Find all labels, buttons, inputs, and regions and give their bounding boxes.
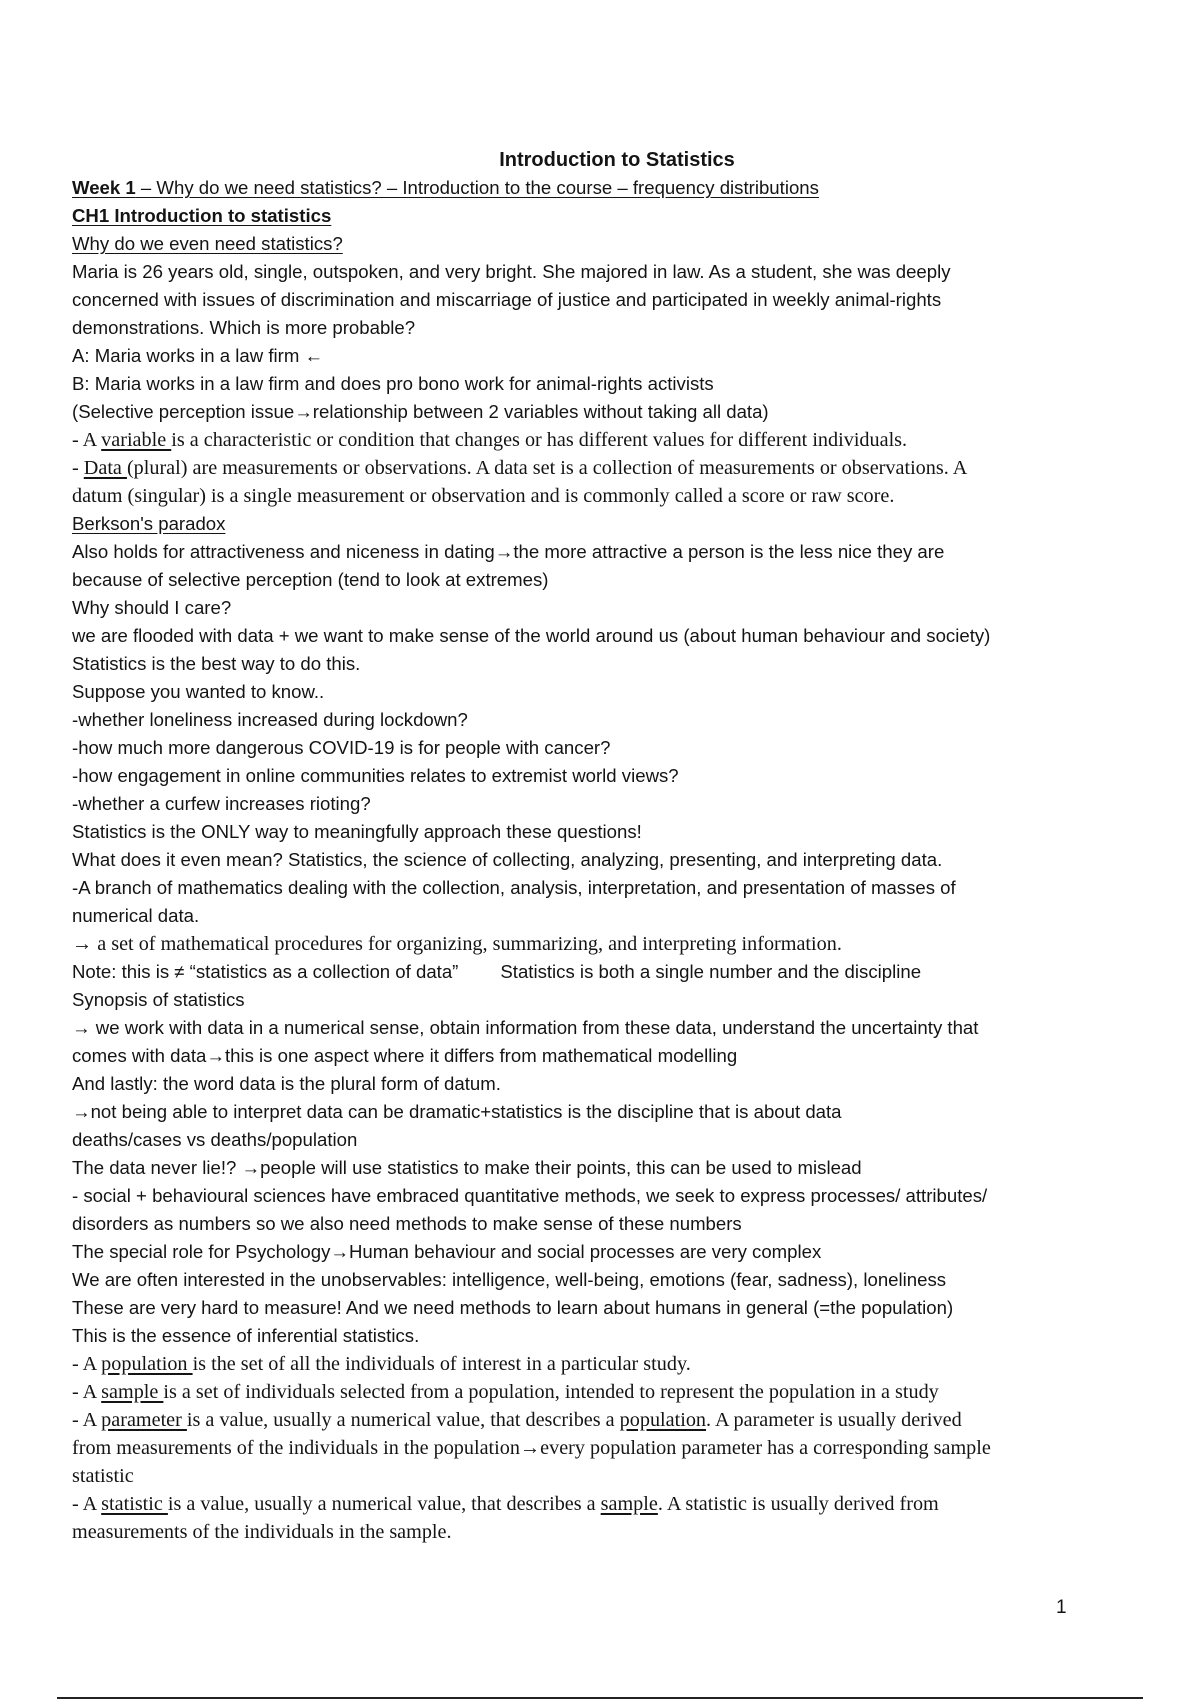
week-topics: – Why do we need statistics? – Introduction to the course – frequency distributions [135,177,819,198]
term-population-ref: population [619,1409,707,1431]
definition-prefix: - A [72,1381,102,1403]
definition-parameter-cont: from measurements of the individuals in the population→every population parameter has a corresponding sample [72,1437,991,1459]
week-heading-text [72,177,819,198]
body-line: Suppose you wanted to know.. [72,681,325,702]
selective-perception-note: (Selective perception issue→relationship between 2 variables without taking all data) [72,401,769,422]
definition-text: (plural) are measurements or observations. A data set is a collection of measurements or observations. A [126,457,968,479]
definition-population [72,1350,1152,1378]
body-line: The data never lie!? →people will use statistics to make their points, this can be used to mislead [72,1157,862,1178]
subheading-why [72,230,1152,258]
body-line: And lastly: the word data is the plural form of datum. [72,1073,501,1094]
body-line: because of selective perception (tend to look at extremes) [72,569,549,590]
document-page [72,146,1152,1546]
document-title: Introduction to Statistics [499,149,735,171]
definition-text: is a set of individuals selected from a population, intended to represent the population in a study [163,1381,939,1403]
term-data: Data [83,457,127,479]
definition-statistic-cont: measurements of the individuals in the sample. [72,1521,452,1543]
subheading-why-text: Why do we even need statistics? [72,233,343,254]
term-parameter: parameter [101,1409,187,1431]
term-statistic: statistic [101,1493,168,1515]
page-number: 1 [1056,1597,1067,1618]
body-line: Synopsis of statistics [72,989,245,1010]
question-item: -how engagement in online communities relates to extremist world views? [72,765,679,786]
body-line: numerical data. [72,905,200,926]
body-line: What does it even mean? Statistics, the science of collecting, analyzing, presenting, and interpreting data. [72,849,943,870]
subheading-berkson [72,510,1152,538]
definition-data [72,454,1152,482]
body-line: → we work with data in a numerical sense, obtain information from these data, understand the uncertainty that [72,1017,979,1038]
body-line: -A branch of mathematics dealing with the collection, analysis, interpretation, and presentation of masses of [72,877,956,898]
body-line: Also holds for attractiveness and niceness in dating→the more attractive a person is the less nice they are [72,541,945,562]
arrow-definition: → a set of mathematical procedures for organizing, summarizing, and interpreting information. [72,933,842,955]
body-line: We are often interested in the unobservables: intelligence, well-being, emotions (fear, sadness), loneliness [72,1269,947,1290]
definition-prefix: - A [72,1493,102,1515]
week-label: Week 1 [72,177,136,198]
definition-prefix: - A [72,429,102,451]
question-item: -how much more dangerous COVID-19 is for people with cancer? [72,737,611,758]
term-sample: sample [101,1381,164,1403]
body-line: disorders as numbers so we also need methods to make sense of these numbers [72,1213,742,1234]
option-a: A: Maria works in a law firm ← [72,345,324,366]
definition-parameter-cont: statistic [72,1465,134,1487]
body-line: - social + behavioural sciences have embraced quantitative methods, we seek to express processes/ attributes/ [72,1185,988,1206]
maria-line: Maria is 26 years old, single, outspoken, and very bright. She majored in law. As a student, she was deeply [72,261,951,282]
definition-sample [72,1378,1152,1406]
note-right: Statistics is both a single number and the discipline [500,961,922,982]
maria-line: concerned with issues of discrimination and miscarriage of justice and participated in weekly animal-rights [72,289,942,310]
body-line: →not being able to interpret data can be dramatic+statistics is the discipline that is about data [72,1101,842,1122]
week-heading [72,174,1152,202]
question-item: -whether loneliness increased during lockdown? [72,709,468,730]
definition-text: is a value, usually a numerical value, that describes a [186,1409,620,1431]
definition-statistic [72,1490,1152,1518]
subheading-berkson-text: Berkson's paradox [72,513,226,534]
definition-text: is a characteristic or condition that changes or has different values for different individuals. [171,429,908,451]
definition-variable [72,426,1152,454]
definition-text: is the set of all the individuals of interest in a particular study. [192,1353,691,1375]
term-sample-ref: sample [600,1493,658,1515]
maria-line: demonstrations. Which is more probable? [72,317,416,338]
note-left: Note: this is ≠ “statistics as a collection of data” [72,961,459,982]
body-line: The special role for Psychology→Human behaviour and social processes are very complex [72,1241,822,1262]
body-line: comes with data→this is one aspect where it differs from mathematical modelling [72,1045,738,1066]
chapter-heading [72,202,1152,230]
body-line: This is the essence of inferential statistics. [72,1325,420,1346]
body-line: we are flooded with data + we want to make sense of the world around us (about human behaviour and society) [72,625,991,646]
chapter-heading-text: CH1 Introduction to statistics [72,205,332,226]
question-item: -whether a curfew increases rioting? [72,793,371,814]
body-line: These are very hard to measure! And we need methods to learn about humans in general (=the population) [72,1297,954,1318]
definition-parameter [72,1406,1152,1434]
definition-prefix: - A [72,1353,102,1375]
definition-text: is a value, usually a numerical value, that describes a [167,1493,601,1515]
definition-text: . A statistic is usually derived from [657,1493,939,1515]
option-b: B: Maria works in a law firm and does pro bono work for animal-rights activists [72,373,714,394]
body-line: Statistics is the best way to do this. [72,653,361,674]
body-line: Statistics is the ONLY way to meaningfully approach these questions! [72,821,642,842]
footer-divider [57,1697,1143,1699]
body-line: deaths/cases vs deaths/population [72,1129,358,1150]
definition-text: . A parameter is usually derived [706,1409,962,1431]
definition-prefix: - A [72,1409,102,1431]
term-variable: variable [101,429,172,451]
note-line [72,958,1152,986]
term-population: population [101,1353,193,1375]
body-line: Why should I care? [72,597,232,618]
definition-prefix: - [72,457,84,479]
definition-data-cont: datum (singular) is a single measurement or observation and is commonly called a score or raw score. [72,485,895,507]
